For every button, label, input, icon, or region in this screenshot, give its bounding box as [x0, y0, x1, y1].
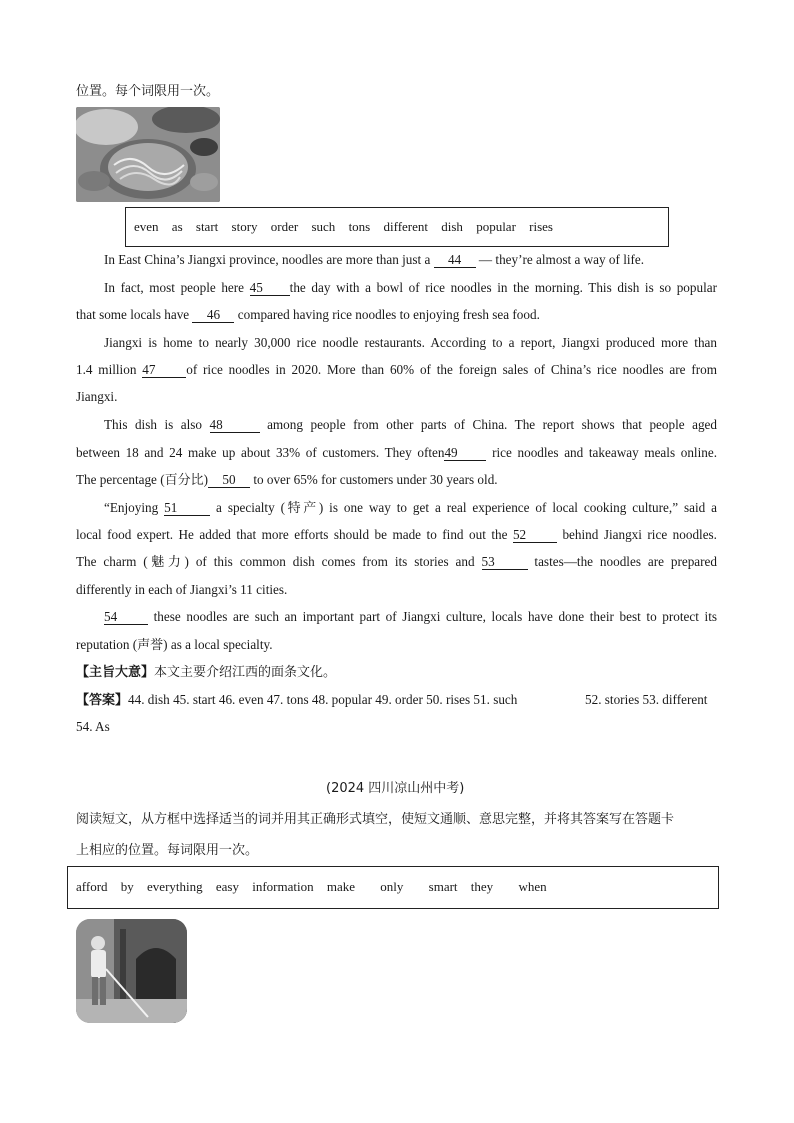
word-option: different [383, 219, 429, 234]
man-with-cane-photo [76, 919, 187, 1023]
section-instruction-line2: 上相应的位置。每词限用一次。 [76, 843, 259, 858]
word-option: story [231, 219, 258, 234]
passage-p3-line1: Jiangxi is home to nearly 30,000 rice noodle restaurants. According to a report, Jiangxi produced more than [104, 335, 717, 350]
answer-label: 【答案】 [76, 693, 129, 708]
main-idea [76, 663, 336, 683]
answer-line1 [76, 690, 517, 711]
blank-48: 48 [210, 417, 260, 433]
word-option: such [311, 219, 336, 234]
word-option: rises [529, 219, 553, 234]
word-option: make [326, 879, 356, 894]
blank-45: 45 [250, 280, 290, 296]
noodle-photo [76, 107, 220, 202]
word-option: tons [348, 219, 371, 234]
answer-line1b: 52. stories 53. different [585, 692, 708, 707]
passage-p4-line2: between 18 and 24 make up about 33% of customers. They often49 rice noodles and takeaway meals online. [76, 445, 717, 460]
blank-49: 49 [444, 445, 486, 461]
passage-p4-line3: The percentage (百分比) 50 to over 65% for customers under 30 years old. [76, 472, 498, 488]
word-option: easy [215, 879, 239, 894]
passage-p5-line1: “Enjoying 51 a specialty (特产) is one way to get a real experience of local cooking culture,” said a [104, 500, 717, 516]
word-option: popular [476, 219, 516, 234]
blank-44: 44 [434, 252, 476, 268]
word-option: dish [441, 219, 463, 234]
passage-p5-line4: differently in each of Jiangxi’s 11 cities. [76, 582, 288, 597]
blank-47: 47 [142, 362, 186, 378]
passage-p5-line2: local food expert. He added that more efforts should be made to find out the 52 behind Jiangxi rice noodles. [76, 527, 717, 542]
main-idea-label: 【主旨大意】 [76, 665, 155, 680]
instruction-continuation: 位置。每个词限用一次。 [76, 84, 220, 99]
man-with-cane-image [76, 919, 187, 1023]
blank-46: 46 [192, 307, 234, 323]
word-option: afford [76, 879, 108, 894]
word-option: as [171, 219, 183, 234]
passage-p1-line1: In East China’s Jiangxi province, noodles are more than just a 44 — they’re almost a way of life. [104, 252, 645, 267]
word-option: everything [147, 879, 203, 894]
passage-p2-line2: that some locals have 46 compared having rice noodles to enjoying fresh sea food. [76, 307, 540, 322]
passage-p6-line1: 54 these noodles are such an important part of Jiangxi culture, locals have done their best to protect its [104, 609, 717, 624]
passage-p2-line1: In fact, most people here 45 the day with a bowl of rice noodles in the morning. This dish is so popular [104, 280, 717, 295]
word-option: order [270, 219, 299, 234]
blank-51: 51 [164, 500, 210, 516]
passage-p4-line1: This dish is also 48 among people from other parts of China. The report shows that people aged [104, 417, 718, 432]
main-idea-text: 本文主要介绍江西的面条文化。 [154, 665, 337, 680]
passage-p6-line2: reputation (声誉) as a local specialty. [76, 637, 273, 653]
passage-p5-line3: The charm (魅力) of this common dish comes from its stories and 53 tastes—the noodles are prepared [76, 554, 717, 570]
blank-52: 52 [513, 527, 557, 543]
section-source: (2024 四川凉山州中考) [326, 781, 465, 796]
word-box-2 [67, 866, 719, 909]
word-option: by [120, 879, 134, 894]
section-instruction-line1: 阅读短文，从方框中选择适当的词并用其正确形式填空，使短文通顺、意思完整，并将其答案写在答题卡 [76, 812, 675, 827]
word-box-1 [125, 207, 669, 247]
word-option: when [518, 879, 547, 894]
blank-53: 53 [482, 554, 528, 570]
word-option: only [380, 879, 404, 894]
word-option: even [134, 219, 159, 234]
answer-line2: 54. As [76, 719, 110, 734]
word-option: information [252, 879, 314, 894]
word-option: smart [428, 879, 458, 894]
word-option: start [195, 219, 219, 234]
passage-p3-line2: 1.4 million 47 of rice noodles in 2020. More than 60% of the foreign sales of China’s rice noodles are from [76, 362, 717, 377]
noodle-image [76, 107, 220, 202]
blank-54: 54 [104, 609, 148, 625]
blank-50: 50 [208, 472, 250, 488]
passage-p3-line3: Jiangxi. [76, 389, 118, 404]
word-option: they [470, 879, 494, 894]
answer-text-1: 44. dish 45. start 46. even 47. tons 48. popular 49. order 50. rises 51. such [128, 692, 518, 707]
